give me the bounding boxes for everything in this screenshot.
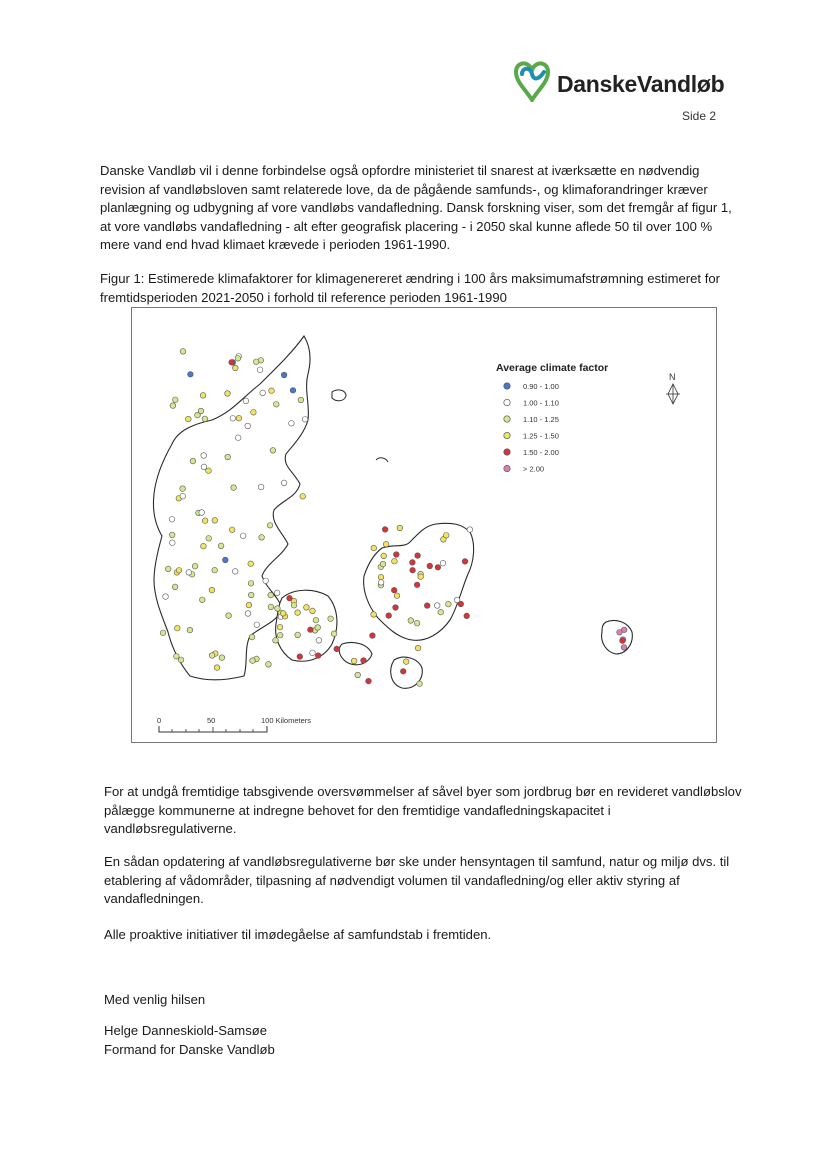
station-dot bbox=[180, 349, 186, 355]
station-dot bbox=[258, 484, 264, 490]
station-dot bbox=[229, 527, 235, 533]
station-dot bbox=[394, 593, 400, 599]
station-dot bbox=[380, 561, 386, 567]
north-letter: N bbox=[669, 372, 676, 382]
logo-text: DanskeVandløb bbox=[557, 71, 725, 97]
station-dot bbox=[446, 601, 452, 607]
station-dot bbox=[246, 602, 252, 608]
station-dot bbox=[268, 592, 274, 598]
station-dot bbox=[328, 616, 334, 622]
station-dot bbox=[200, 393, 206, 399]
legend-title: Average climate factor bbox=[496, 362, 609, 374]
station-dot bbox=[214, 665, 220, 671]
station-dot bbox=[232, 569, 238, 575]
station-dot bbox=[391, 587, 397, 593]
station-dot bbox=[281, 480, 287, 486]
station-dot bbox=[274, 590, 280, 596]
station-dot bbox=[467, 527, 473, 533]
station-dot bbox=[223, 557, 229, 563]
station-dot bbox=[378, 574, 384, 580]
station-dot bbox=[270, 448, 276, 454]
station-dot bbox=[206, 536, 212, 542]
station-dot bbox=[434, 603, 440, 609]
station-dot bbox=[206, 468, 212, 474]
climate-factor-map-figure bbox=[131, 307, 717, 743]
station-dot bbox=[212, 518, 218, 524]
station-dot bbox=[277, 632, 283, 638]
station-dot bbox=[386, 613, 392, 619]
station-dot bbox=[273, 638, 279, 644]
station-dot bbox=[295, 632, 301, 638]
station-dot bbox=[382, 527, 388, 533]
legend bbox=[496, 362, 608, 474]
station-dot bbox=[175, 625, 181, 631]
station-dot bbox=[199, 510, 205, 516]
figure-caption: Figur 1: Estimerede klimafaktorer for klimagenereret ændring i 100 års maksimumafstrømning estimeret for fremtidsperioden 2021-2050 i forhold til reference perioden 1961-1990 bbox=[100, 271, 720, 305]
paragraph-regulation: En sådan opdatering af vandløbsregulativerne bør ske under hensyntagen til samfund, natur og miljø dvs. til etablering af vådområder, tilpasning af nødvendigt volumen til vandafledning/og eller aktiv styring af vandafledningen. bbox=[104, 854, 730, 907]
station-dot bbox=[269, 388, 275, 394]
station-dot bbox=[200, 597, 206, 603]
station-dot bbox=[410, 560, 416, 566]
station-dot bbox=[366, 678, 372, 684]
station-dot bbox=[243, 398, 249, 404]
station-dot bbox=[394, 552, 400, 558]
station-dot bbox=[198, 408, 204, 414]
station-dot bbox=[414, 620, 420, 626]
legend-label: 1.25 - 1.50 bbox=[523, 431, 559, 441]
station-dot bbox=[300, 494, 306, 500]
station-dot bbox=[254, 622, 260, 628]
station-dot bbox=[370, 633, 376, 639]
station-dot bbox=[417, 681, 423, 687]
station-dot bbox=[219, 655, 225, 661]
station-dot bbox=[245, 611, 251, 617]
station-dot bbox=[408, 618, 414, 624]
station-dot bbox=[410, 567, 416, 573]
station-dot bbox=[371, 545, 377, 551]
station-dot bbox=[435, 565, 441, 571]
station-dot bbox=[202, 416, 208, 422]
legend-swatch bbox=[504, 432, 510, 438]
station-dot bbox=[212, 567, 218, 573]
station-dot bbox=[235, 356, 241, 362]
station-dot bbox=[266, 662, 272, 668]
station-dot bbox=[291, 603, 297, 609]
station-dot bbox=[225, 454, 231, 460]
station-dot bbox=[378, 580, 384, 586]
legend-swatch bbox=[504, 399, 510, 405]
station-dot bbox=[298, 397, 304, 403]
station-dot bbox=[414, 582, 420, 588]
station-dot bbox=[260, 390, 266, 396]
station-dot bbox=[188, 372, 194, 378]
station-dot bbox=[415, 553, 421, 559]
station-dot bbox=[201, 464, 207, 470]
scale-label-50: 50 bbox=[207, 716, 216, 725]
laeso-island bbox=[332, 390, 346, 401]
station-dot bbox=[178, 657, 184, 663]
station-dot bbox=[281, 372, 287, 378]
station-dot bbox=[174, 654, 180, 660]
logo-leaf-icon bbox=[510, 58, 554, 102]
station-dot bbox=[192, 563, 198, 569]
station-dot bbox=[393, 605, 399, 611]
station-dot bbox=[383, 541, 389, 547]
station-dot bbox=[176, 568, 182, 574]
station-dot bbox=[462, 559, 468, 565]
station-dot bbox=[190, 458, 196, 464]
page-number: Side 2 bbox=[681, 109, 716, 123]
station-dot bbox=[315, 653, 321, 659]
station-dot bbox=[240, 533, 246, 539]
station-dot bbox=[268, 604, 274, 610]
station-dot bbox=[617, 630, 623, 636]
station-dot bbox=[245, 423, 251, 429]
station-dot bbox=[218, 543, 224, 549]
anholt-island bbox=[376, 458, 388, 462]
legend-swatch bbox=[504, 416, 510, 422]
station-dot bbox=[267, 523, 273, 529]
station-dot bbox=[225, 391, 231, 397]
station-dot bbox=[169, 517, 175, 523]
station-dot bbox=[454, 597, 460, 603]
legend-label: 1.50 - 2.00 bbox=[523, 448, 559, 457]
station-dot bbox=[186, 416, 192, 422]
station-dot bbox=[397, 525, 403, 531]
station-dot bbox=[202, 518, 208, 524]
station-dot bbox=[201, 543, 207, 549]
station-dot bbox=[440, 560, 446, 566]
station-dot bbox=[438, 609, 444, 615]
station-dot bbox=[295, 610, 301, 616]
station-dot bbox=[259, 535, 265, 541]
station-dot bbox=[248, 561, 254, 567]
legend-label: > 2.00 bbox=[523, 464, 545, 474]
signature-block bbox=[104, 1022, 744, 1059]
station-dot bbox=[351, 658, 357, 664]
legend-label: 0.90 - 1.00 bbox=[523, 382, 559, 391]
legend-label: 1.00 - 1.10 bbox=[523, 398, 559, 408]
station-dot bbox=[165, 566, 171, 572]
station-dot bbox=[231, 485, 237, 491]
station-dot bbox=[392, 558, 398, 564]
funen-landmass bbox=[276, 590, 337, 661]
station-dot bbox=[287, 595, 293, 601]
station-dot bbox=[229, 360, 235, 366]
station-dot bbox=[316, 638, 322, 644]
station-dot bbox=[230, 416, 236, 422]
station-dot bbox=[226, 613, 232, 619]
station-dot bbox=[418, 574, 424, 580]
scale-label-100: 100 Kilometers bbox=[261, 716, 312, 725]
danske-vandlob-logo bbox=[510, 58, 730, 102]
station-dot bbox=[173, 397, 179, 403]
legend-swatch bbox=[504, 449, 510, 455]
station-dot bbox=[274, 402, 280, 408]
station-dot bbox=[297, 654, 303, 660]
paragraph-initiatives: Alle proaktive initiativer til imødegåelse af samfundstab i fremtiden. bbox=[104, 927, 492, 942]
station-dot bbox=[172, 584, 178, 590]
station-dot bbox=[187, 627, 193, 633]
station-dot bbox=[180, 486, 186, 492]
station-dot bbox=[248, 592, 254, 598]
scale-label-0: 0 bbox=[157, 716, 162, 725]
station-dot bbox=[415, 645, 421, 651]
legend-swatch bbox=[504, 465, 510, 471]
station-dot bbox=[355, 672, 361, 678]
station-dot bbox=[310, 608, 316, 614]
paragraph-intro: Danske Vandløb vil i denne forbindelse også opfordre ministeriet til snarest at iværksætte en nødvendig revision af vandløbsloven samt relaterede love, da de pågående samfunds-, og klimaforandringer kræver planlægning og udbygning af vore vandløbs vandafledning. Dansk forskning viser, som det fremgår af figur 1, at vore vandløbs vandafledning - alt efter geografisk placering - i 2050 skal kunne aflede 50 til over 100 % mere vand end hvad klimaet krævede i perioden 1961-1990. bbox=[100, 163, 732, 253]
station-dot bbox=[209, 653, 215, 659]
station-dot bbox=[277, 624, 283, 630]
station-dot bbox=[169, 532, 175, 538]
station-dot bbox=[280, 611, 286, 617]
station-dot bbox=[233, 365, 239, 371]
signature-name: Helge Danneskiold-Samsøe bbox=[104, 1023, 268, 1038]
station-dot bbox=[334, 646, 340, 652]
north-arrow-icon bbox=[666, 372, 680, 404]
station-dot bbox=[621, 645, 627, 651]
station-dot bbox=[170, 540, 176, 546]
station-dot bbox=[400, 669, 406, 675]
scale-bar bbox=[157, 716, 311, 732]
station-dot bbox=[248, 581, 254, 587]
station-dot bbox=[424, 603, 430, 609]
station-dot bbox=[403, 659, 409, 665]
legend-label: 1.10 - 1.25 bbox=[523, 415, 559, 424]
station-dot bbox=[290, 388, 296, 394]
station-dot bbox=[180, 493, 186, 499]
paragraph-flooding: For at undgå fremtidige tabsgivende oversvømmelser af såvel byer som jordbrug bør en revideret vandløbslov pålægge kommunerne at indregne behovet for den fremtidige vandafledningskapacitet i vandløbsregulativerne. bbox=[104, 784, 742, 837]
station-dot bbox=[464, 613, 470, 619]
station-dot bbox=[308, 627, 314, 633]
station-dot bbox=[302, 417, 308, 423]
station-dot bbox=[313, 617, 319, 623]
greeting: Med venlig hilsen bbox=[104, 992, 206, 1007]
station-dot bbox=[250, 658, 256, 664]
station-dot bbox=[310, 650, 316, 656]
station-dot bbox=[381, 553, 387, 559]
station-dot bbox=[443, 533, 449, 539]
station-dot bbox=[289, 421, 295, 427]
denmark-map bbox=[132, 308, 716, 742]
station-dot bbox=[251, 410, 257, 416]
station-dot bbox=[236, 415, 242, 421]
station-dot bbox=[249, 634, 255, 640]
signature-title: Formand for Danske Vandløb bbox=[104, 1041, 275, 1057]
station-dot bbox=[331, 631, 337, 637]
station-dot bbox=[253, 359, 259, 365]
station-dot bbox=[201, 453, 207, 459]
legend-swatch bbox=[504, 383, 510, 389]
station-dot bbox=[275, 606, 281, 612]
station-dot bbox=[235, 435, 241, 441]
station-dot bbox=[209, 587, 215, 593]
station-dot bbox=[315, 625, 321, 631]
station-dot bbox=[263, 578, 269, 584]
station-dot bbox=[160, 630, 166, 636]
station-dot bbox=[163, 594, 169, 600]
station-dot bbox=[304, 605, 310, 611]
station-dot bbox=[257, 367, 263, 373]
station-dot bbox=[371, 612, 377, 618]
station-dot bbox=[170, 403, 176, 409]
bornholm-landmass bbox=[602, 620, 633, 654]
station-dot bbox=[186, 570, 192, 576]
station-dot bbox=[427, 563, 433, 569]
station-dot bbox=[620, 638, 626, 644]
station-dot bbox=[361, 658, 367, 664]
